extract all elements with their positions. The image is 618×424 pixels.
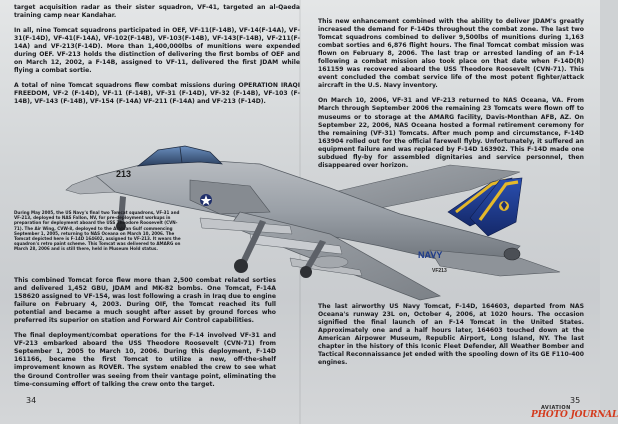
right-bottom-column [318, 303, 584, 367]
paragraph: This new enhancement combined with the ability to deliver JDAM's greatly increased the demand for F-14Ds throughout the combat zone. The last two Tomcat squadrons combined to deliver 9,500lbs of munitions during 1,163 combat sorties and 6,876 flight hours. The final Tomcat combat mission was flown on February 8, 2006. The last trap or arrested landing of an F-14 following a combat mission also took place on that date when F-14D(R) 161159 was recovered aboard the USS Theodore Roosevelt (CVN-71). This event concluded the combat service life of the most potent fighter/attack aircraft in the U.S. Navy inventory. [318, 18, 584, 90]
paragraph: The final deployment/combat operations for the F-14 involved VF-31 and VF-213 embarked aboard the USS Theodore Roosevelt (CVN-71) from September 1, 2005 to March 10, 2006. During this deployment, F-14D 161166, became the first Tomcat to utilize a new, off-the-shelf improvement known as ROVER. The system enabled the crew to see what the Ground Controller was seeing from their vantage point, eliminating the time-consuming effort of talking the crew onto the target. [14, 332, 276, 388]
right-top-column [318, 18, 584, 170]
modex-number: 213 [116, 169, 132, 179]
left-top-column [14, 4, 300, 107]
navy-marking: NAVY [418, 250, 443, 260]
serial-marking: VF213 [432, 268, 447, 274]
magazine-logo [531, 405, 618, 423]
star-insignia-icon [200, 194, 212, 206]
magazine-logo-bottom: PHOTO JOURNAL [531, 410, 618, 420]
left-bottom-column [14, 277, 276, 389]
paragraph: A total of nine Tomcat squadrons flew combat missions during OPERATION IRAQI FREEDOM, VF-2 (F-14D), VF-11 (F-14B), VF-31 (F-14D), VF-32 (F-14B), VF-103 (F-14B), VF-143 (F-14B), VF-154 (F-14A) VF-211 (F-14A) and VF-213 (F-14D). [14, 82, 300, 106]
paragraph: On March 10, 2006, VF-31 and VF-213 returned to NAS Oceana, VA. From March through September 2006 the remaining 23 Tomcats were flown off to museums or to storage at the AMARG facility, Davis-Monthan AFB, AZ. On September 22, 2006, NAS Oceana hosted a formal retirement ceremony for the remaining (VF-31) Tomcats. After much pomp and circumstance, F-14D 163904 rolled out for the official farewell flyby. Unfortunately, it suffered an equipment failure and was replaced by F-14D 163902. This F-14D made one subdued fly-by for assembled dignitaries and service personnel, then disappeared over horizon. [318, 97, 584, 169]
page-number-left: 34 [26, 396, 37, 405]
paragraph: The last airworthy US Navy Tomcat, F-14D, 164603, departed from NAS Oceana's runway 23L on, October 4, 2006, at 1020 hours. The occasion signified the final launch of an F-14 Tomcat in the United States. Approximately one and a half hours later, 164603 touched down at the American Airpower Museum, Republic Airport, Long Island, NY. The last chapter in the history of this Iconic Fleet Defender, All Weather Bomber and Tactical Reconnaissance Jet ended with the spooling down of its GE F110-400 engines. [318, 303, 584, 367]
paragraph: target acquisition radar as their sister squadron, VF-41, targeted an al-Qaeda training camp near Kandahar. [14, 4, 300, 20]
photo-caption: During May 2005, the US Navy's final two Tomcat squadrons, VF-31 and VF-213, deployed to NAS Fallon, NV, for pre-deployment workups in preparation for deployment aboard the USS Theodore Roosevelt (CVN-71). The Air Wing, CVW-8, deployed to the Arabian Gulf commencing September 1, 2005, returning to NAS Oceana on March 10, 2006. The Tomcat depicted here is F-14D 164602, assigned to VF-213. It wears the squadron's retro paint scheme. This Tomcat was delivered to AMARG on March 28, 2006 and is still there, held in Museum Hold status. [14, 210, 181, 252]
magazine-logo-top: AVIATION [541, 405, 571, 411]
paragraph: This combined Tomcat force flew more than 2,500 combat related sorties and delivered 1,452 GBU, JDAM and MK-82 bombs. One Tomcat, F-14A 158620 assigned to VF-154, was lost following a crash in Iraq due to engine failure on February 4, 2003. During OIF, the Tomcat reached its full potential and became a much sought after asset by ground forces who preferred its superior on station and Forward Air Control capabilities. [14, 277, 276, 325]
page-number-right: 35 [570, 396, 581, 405]
paragraph: In all, nine Tomcat squadrons participated in OEF, VF-11(F-14B), VF-14(F-14A), VF-31(F-14D), VF-41(F-14A), VF-102(F-14B), VF-103(F-14B), VF-143(F-14B), VF-211(F-14A) and VF-213(F-14D). More than 1,400,000lbs of munitions were expended during OEF. VF-213 holds the distinction of delivering the first bombs of OEF and on March 12, 2002, a F-14B, assigned to VF-11, delivered the first JDAM while flying a combat sortie. [14, 27, 300, 75]
